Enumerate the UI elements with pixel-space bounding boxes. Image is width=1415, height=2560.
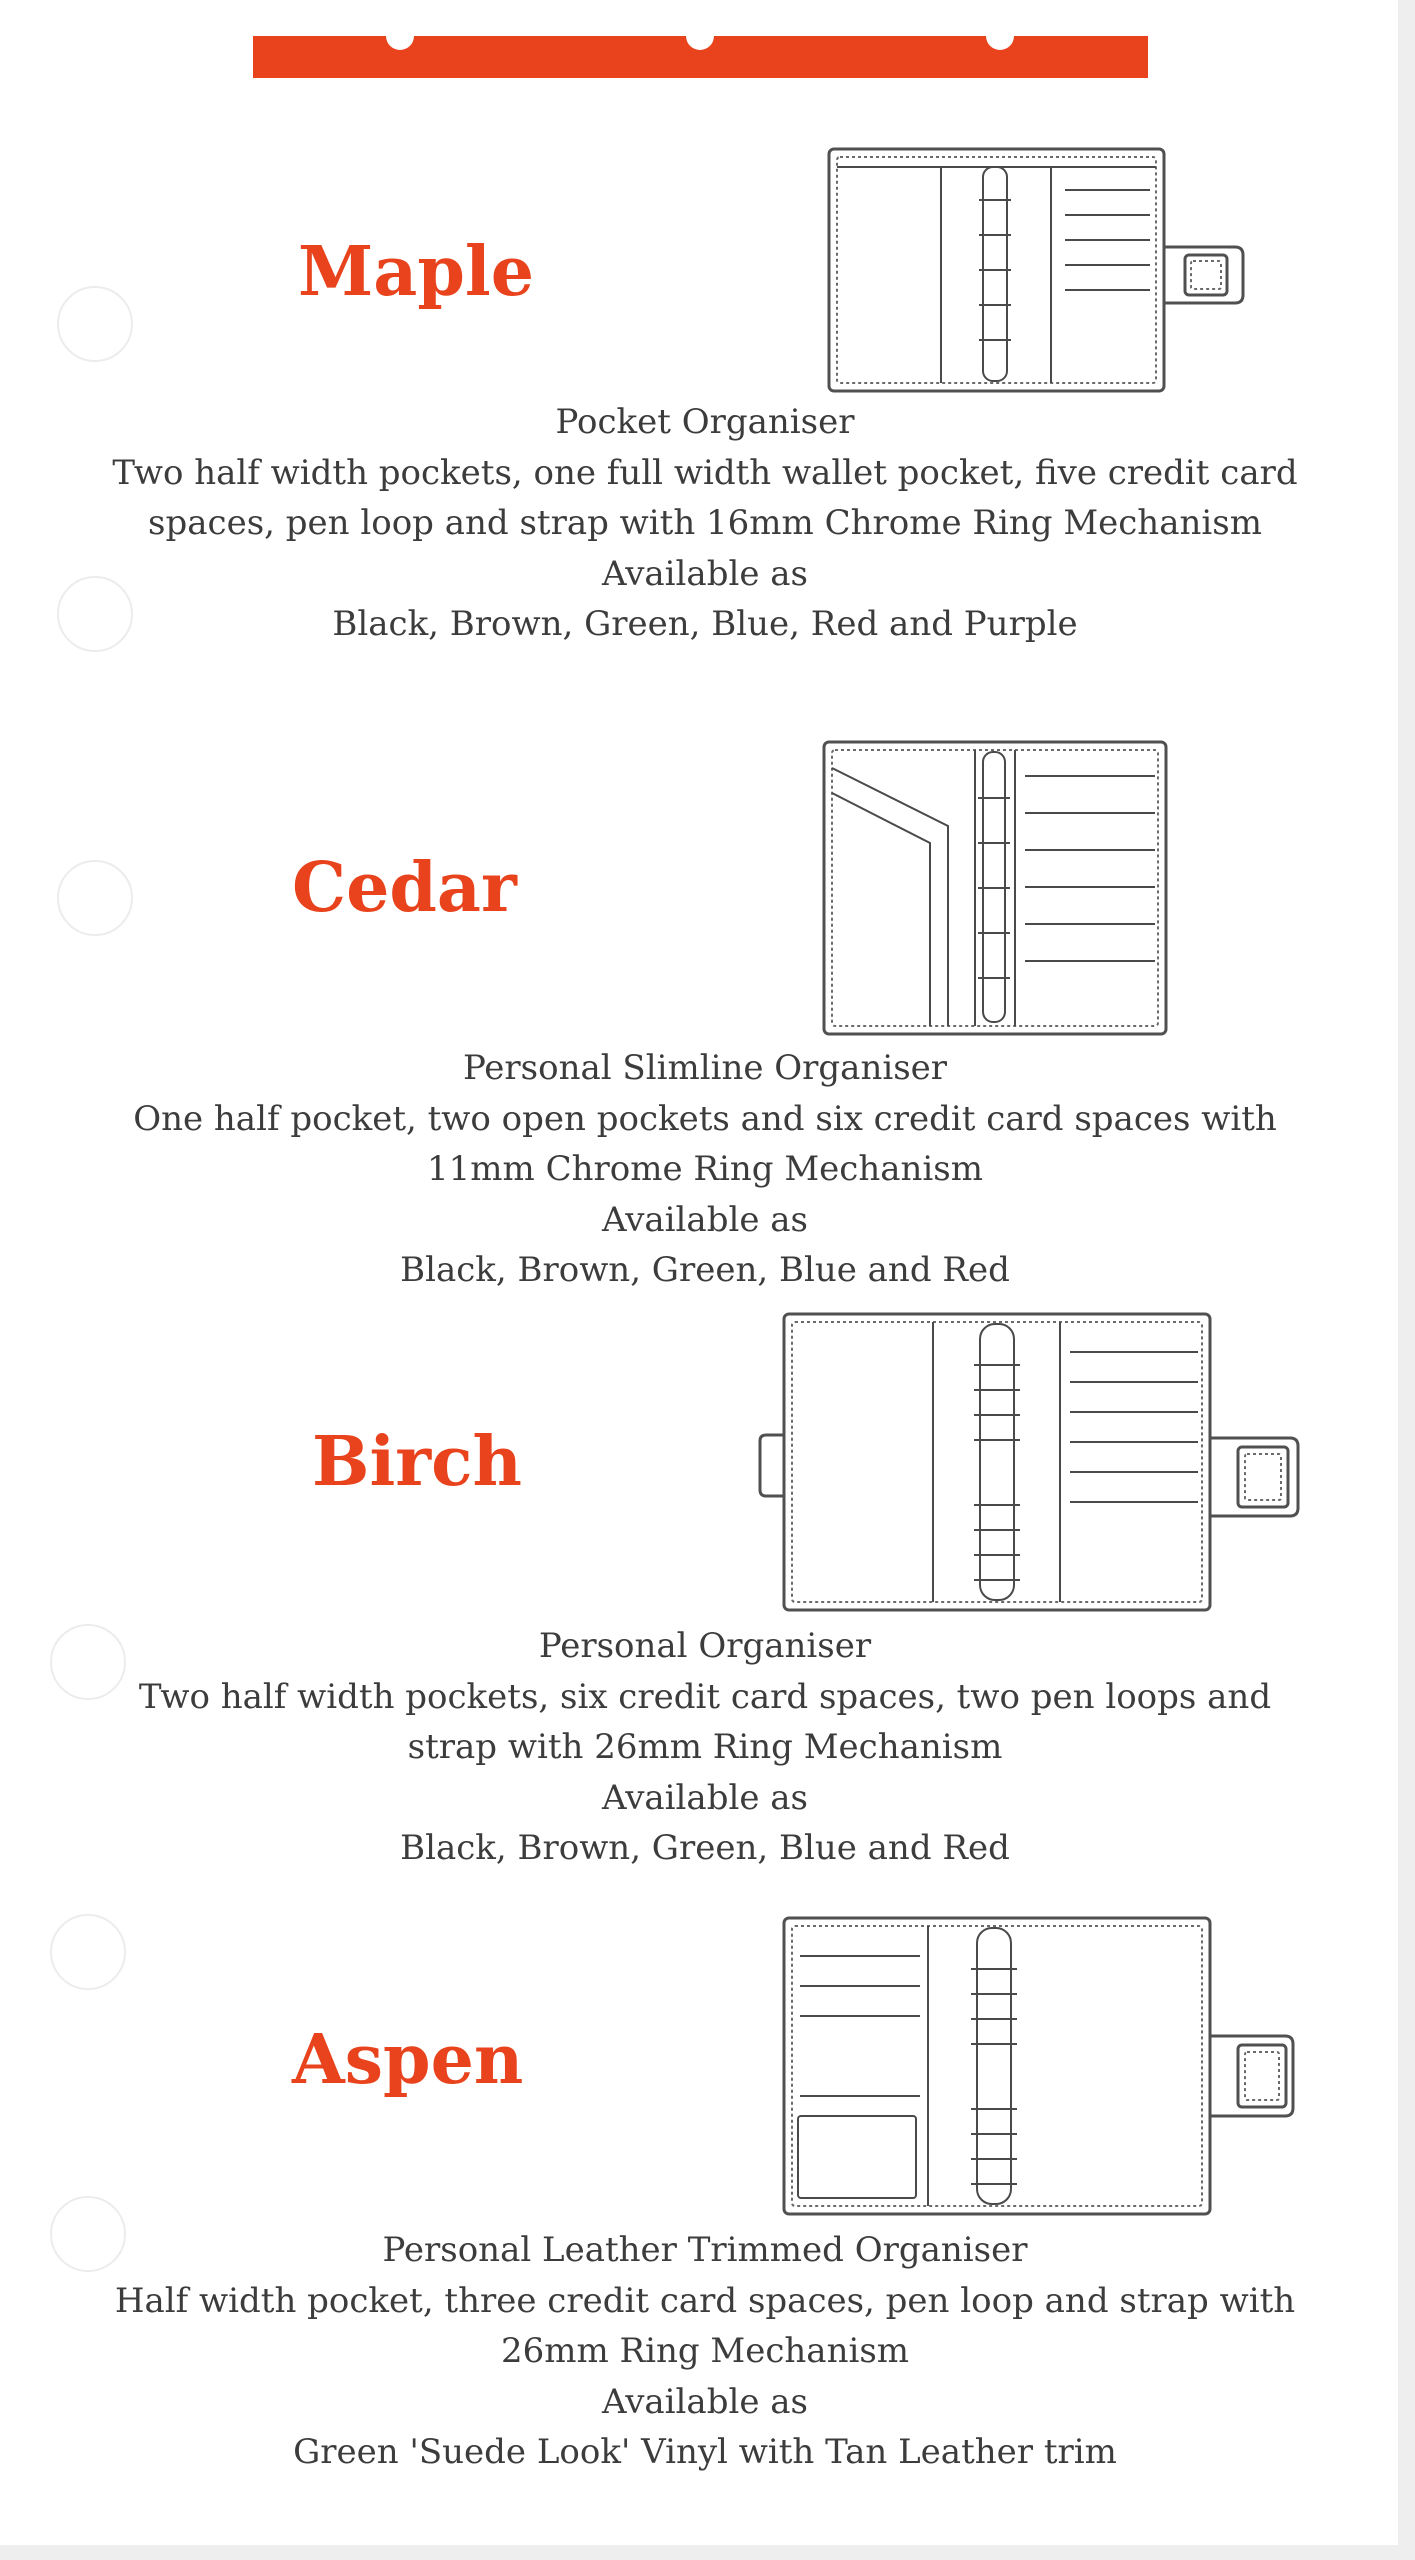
description-line: Half width pocket, three credit card spaces, pen loop and strap with [114, 2280, 1296, 2321]
product-description [100, 397, 1310, 650]
binder-notch [686, 22, 714, 50]
personal-organiser-diagram [758, 1310, 1303, 1615]
description-line: 26mm Ring Mechanism [500, 2331, 910, 2371]
availability-label: Available as [602, 1199, 808, 1240]
product-title: Maple [298, 232, 534, 312]
description-line: One half pocket, two open pockets and six credit card spaces with [133, 1098, 1277, 1139]
available-colours: Black, Brown, Green, Blue, Red and Purple [332, 604, 1078, 644]
punch-hole [50, 1914, 126, 1990]
available-colours: Black, Brown, Green, Blue and Red [400, 1828, 1010, 1868]
product-title: Cedar [292, 848, 517, 928]
product-type: Personal Organiser [538, 1626, 872, 1666]
availability-label: Available as [602, 553, 808, 594]
product-description [100, 1621, 1310, 1874]
description-line: Two half width pockets, six credit card spaces, two pen loops and [138, 1676, 1272, 1717]
product-title: Aspen [292, 2020, 524, 2100]
description-line: spaces, pen loop and strap with 16mm Chrome Ring Mechanism [148, 503, 1262, 543]
product-type: Personal Slimline Organiser [462, 1048, 948, 1088]
available-colours: Black, Brown, Green, Blue and Red [400, 1250, 1010, 1290]
pocket-organiser-diagram [825, 145, 1245, 395]
binder-notch [986, 22, 1014, 50]
product-title: Birch [312, 1422, 522, 1502]
product-description [100, 1043, 1310, 1296]
product-description [100, 2225, 1310, 2478]
description-line: 11mm Chrome Ring Mechanism [427, 1149, 983, 1189]
binder-notch [386, 22, 414, 50]
product-type: Pocket Organiser [555, 402, 855, 442]
description-line: strap with 26mm Ring Mechanism [407, 1727, 1003, 1767]
description-line: Two half width pockets, one full width wallet pocket, five credit card [112, 452, 1298, 493]
slimline-organiser-diagram [820, 738, 1170, 1038]
available-colours: Green 'Suede Look' Vinyl with Tan Leather trim [293, 2432, 1117, 2472]
punch-hole [57, 286, 133, 362]
top-accent-bar [253, 36, 1148, 78]
availability-label: Available as [602, 2381, 808, 2422]
punch-hole [57, 860, 133, 936]
availability-label: Available as [602, 1777, 808, 1818]
product-type: Personal Leather Trimmed Organiser [382, 2230, 1028, 2270]
leather-trimmed-organiser-diagram [780, 1914, 1300, 2219]
